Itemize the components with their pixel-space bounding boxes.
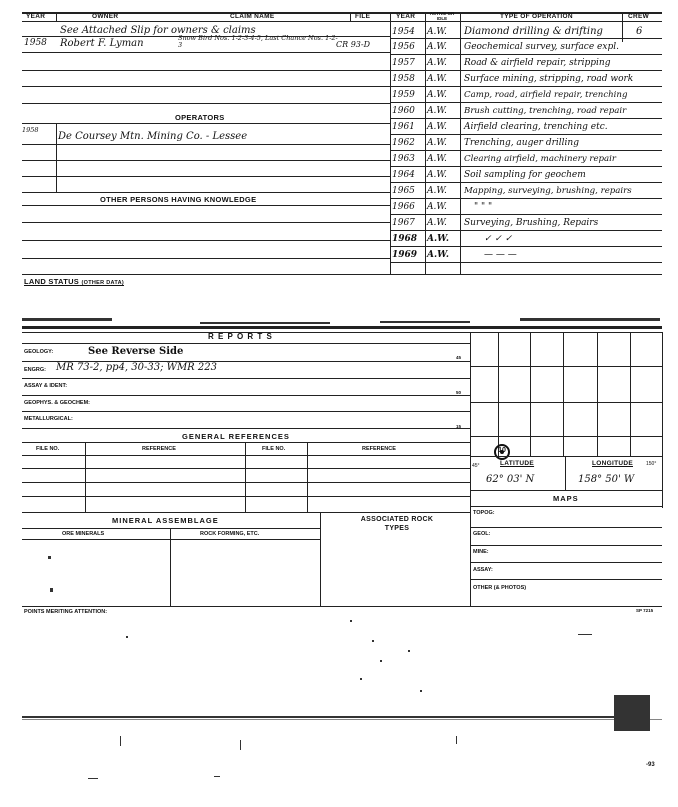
op-status: A.W.: [427, 138, 447, 148]
op-crew: 6: [636, 26, 643, 37]
op-status: A.W.: [427, 58, 447, 68]
op-year: 1969: [392, 250, 418, 260]
op-year: 1968: [392, 234, 418, 244]
op-status: A.W.: [427, 234, 449, 244]
points-meriting-label: POINTS MERITING ATTENTION:: [24, 609, 108, 615]
operator-year: 1958: [22, 126, 39, 134]
engrg-value: MR 73-2, pp4, 30-33; WMR 223: [56, 362, 217, 373]
operator-name: De Coursey Mtn. Mining Co. - Lessee: [58, 131, 248, 142]
operators-label: OPERATORS: [175, 113, 225, 122]
geology-value: See Reverse Side: [88, 346, 184, 357]
op-type: Geochemical survey, surface expl.: [464, 42, 619, 52]
owner-row-2-owner: Robert F. Lyman: [60, 38, 144, 49]
header-active-idle: ACTIVE OR IDLE: [429, 11, 455, 21]
land-status-label: LAND STATUS (OTHER DATA): [24, 277, 124, 286]
op-status: A.W.: [427, 74, 447, 84]
header-owner: OWNER: [92, 13, 119, 20]
op-year: 1963: [392, 154, 415, 164]
op-status: A.W.: [427, 42, 447, 52]
scale-number: 50: [456, 390, 462, 395]
maps-other: OTHER (& PHOTOS): [473, 585, 527, 591]
metallurgical-label: METALLURGICAL:: [24, 416, 73, 422]
op-type: Surveying, Brushing, Repairs: [464, 218, 599, 228]
longitude-label: LONGITUDE: [592, 460, 633, 467]
other-persons-label: OTHER PERSONS HAVING KNOWLEDGE: [100, 195, 257, 204]
op-type: Surface mining, stripping, road work: [464, 74, 634, 84]
header-crew: CREW: [628, 13, 650, 20]
engrg-label: ENGRG:: [24, 367, 46, 373]
op-status: A.W.: [427, 154, 447, 164]
scale-number: 15: [456, 424, 462, 429]
op-status: A.W.: [427, 250, 449, 260]
grid-corner-lon: 150°: [646, 461, 657, 467]
op-type: Soil sampling for geochem: [464, 170, 586, 180]
latitude-value: 62° 03' N: [486, 474, 535, 485]
latitude-label: LATITUDE: [500, 460, 535, 467]
op-year: 1957: [392, 58, 415, 68]
op-year: 1967: [392, 218, 415, 228]
land-status-sub: (OTHER DATA): [81, 280, 124, 286]
form-number: SP 7215: [636, 608, 654, 613]
op-year: 1958: [392, 74, 415, 84]
ref-header-reference-2: REFERENCE: [362, 446, 396, 452]
op-status: A.W.: [427, 122, 447, 132]
geology-label: GEOLOGY:: [24, 349, 54, 355]
maps-label: MAPS: [553, 494, 579, 503]
header-year-2: YEAR: [396, 13, 416, 20]
general-references-label: GENERAL REFERENCES: [182, 432, 290, 441]
geophys-label: GEOPHYS. & GEOCHEM:: [24, 400, 91, 406]
rock-forming-label: ROCK FORMING, ETC.: [200, 531, 260, 537]
owner-row-2-year: 1958: [24, 38, 47, 48]
corner-mark: -93: [646, 762, 655, 768]
op-type: ✓ ✓ ✓: [484, 234, 513, 244]
op-year: 1954: [392, 27, 415, 37]
longitude-value: 158° 50' W: [578, 474, 635, 485]
op-type: Diamond drilling & drifting: [464, 26, 603, 37]
assay-label: ASSAY & IDENT:: [24, 383, 68, 389]
op-year: 1962: [392, 138, 415, 148]
maps-topog: TOPOG:: [473, 510, 495, 516]
header-file: FILE: [355, 13, 371, 20]
op-year: 1964: [392, 170, 415, 180]
op-type: Mapping, surveying, brushing, repairs: [464, 186, 632, 196]
op-type: Road & airfield repair, stripping: [464, 58, 611, 68]
owner-row-1: See Attached Slip for owners & claims: [60, 25, 256, 36]
op-type: Clearing airfield, machinery repair: [464, 154, 617, 164]
header-year: YEAR: [26, 13, 46, 20]
op-status: A.W.: [427, 106, 447, 116]
op-status: A.W.: [427, 218, 447, 228]
ref-header-reference: REFERENCE: [142, 446, 176, 452]
scale-number: 45: [456, 355, 462, 360]
op-type: Airfield clearing, trenching etc.: [464, 122, 608, 132]
op-type: Trenching, auger drilling: [464, 138, 579, 148]
ore-minerals-label: ORE MINERALS: [62, 531, 105, 537]
owner-row-2-claim: Snow Bird Nos. 1-2-3-4-5, Last Chance Nos. 1-2-3: [178, 34, 338, 49]
grid-number: 10: [498, 447, 506, 454]
header-type-of-operation: TYPE OF OPERATION: [500, 13, 573, 20]
op-status: A.W.: [427, 170, 447, 180]
op-status: A.W.: [427, 186, 447, 196]
op-year: 1959: [392, 90, 415, 100]
associated-rock-label: ASSOCIATED ROCK TYPES: [360, 516, 434, 532]
op-year: 1965: [392, 186, 415, 196]
maps-mine: MINE:: [473, 549, 489, 555]
op-year: 1960: [392, 106, 415, 116]
grid-corner-lat: 45°: [472, 463, 480, 469]
op-type: Brush cutting, trenching, road repair: [464, 106, 627, 116]
op-type: — — —: [484, 250, 517, 260]
maps-assay: ASSAY:: [473, 567, 493, 573]
op-type: " " ": [474, 202, 493, 212]
reports-label: R E P O R T S: [208, 332, 273, 341]
ref-header-file-no-2: FILE NO.: [262, 446, 286, 452]
mineral-assemblage-label: MINERAL ASSEMBLAGE: [112, 516, 219, 525]
op-status: A.W.: [427, 27, 447, 37]
op-status: A.W.: [427, 202, 447, 212]
ref-header-file-no: FILE NO.: [36, 446, 60, 452]
op-type: Camp, road, airfield repair, trenching: [464, 90, 628, 100]
op-status: A.W.: [427, 90, 447, 100]
owner-row-2-file: CR 93-D: [336, 40, 370, 49]
op-year: 1961: [392, 122, 415, 132]
op-year: 1966: [392, 202, 415, 212]
header-claim-name: CLAIM NAME: [230, 13, 275, 20]
maps-geol: GEOL:: [473, 531, 491, 537]
op-year: 1956: [392, 42, 415, 52]
